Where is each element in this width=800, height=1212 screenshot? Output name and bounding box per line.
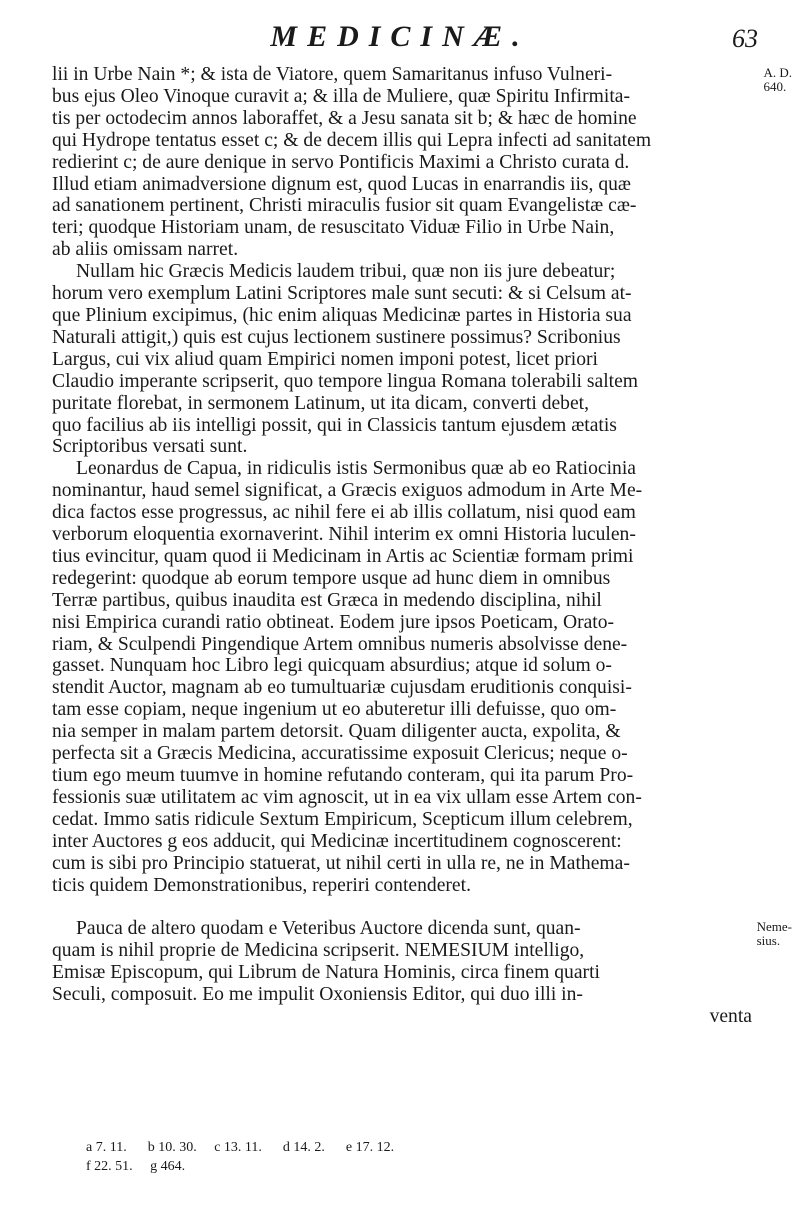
- text-line: riam, & Sculpendi Pingendique Artem omnibus numeris absolvisse dene-: [52, 633, 628, 655]
- text-line: ticis quidem Demonstrationibus, reperiri contenderet.: [52, 874, 471, 896]
- footnotes: [86, 1138, 394, 1176]
- margin-note-nemesius: Neme- sius.: [756, 919, 792, 948]
- text-line: lii in Urbe Nain *; & ista de Viatore, quem Samaritanus infuso Vulneri-: [52, 64, 613, 85]
- text-line: Naturali attigit,) quis est cujus lectionem sustinere possimus? Scribonius: [52, 326, 621, 348]
- text-line: tius evincitur, quam quod ii Medicinam in Artis ac Scientiæ formam primi: [52, 545, 634, 567]
- text-line: Scriptoribus versati sunt.: [52, 436, 248, 458]
- text-line: cedat. Immo satis ridicule Sextum Empiricum, Scepticum illum celebrem,: [52, 808, 633, 830]
- text-line: ad sanationem pertinent, Christi miraculis fusior sit quam Evangelistæ cæ-: [52, 195, 637, 217]
- text-line: tium ego meum tuumve in homine refutando conteram, qui ita parum Pro-: [52, 765, 634, 786]
- text-line: tam esse copiam, neque ingenium ut eo abuteretur illi defuisse, quo om-: [52, 699, 617, 721]
- text-line: Leonardus de Capua, in ridiculis istis Sermonibus quæ ab eo Ratiocinia: [76, 458, 636, 480]
- paragraph: [52, 64, 752, 261]
- text-line: qui Hydrope tentatus esset c; & de decem illis qui Lepra infecti ad sanitatem: [52, 129, 652, 151]
- margin-note-date: A. D. 640.: [763, 65, 792, 94]
- text-line: ab aliis omissam narret.: [52, 239, 239, 261]
- text-line: gasset. Nunquam hoc Libro legi quicquam absurdius; atque id solum o-: [52, 655, 612, 677]
- text-line: teri; quodque Historiam unam, de resuscitato Viduæ Filio in Urbe Nain,: [52, 217, 615, 239]
- page-number: 63: [732, 24, 758, 53]
- text-line: horum vero exemplum Latini Scriptores male sunt secuti: & si Celsum at-: [52, 283, 632, 305]
- text-line: verborum eloquentia exornaverint. Nihil interim ex omni Historia luculen-: [52, 524, 636, 546]
- text-line: redierint c; de aure denique in servo Pontificis Maximi a Christo curata d.: [52, 151, 630, 173]
- text-line: Claudio imperante scripserit, quo tempore lingua Romana tolerabili saltem: [52, 370, 639, 392]
- text-line: bus ejus Oleo Vinoque curavit a; & illa de Muliere, quæ Spiritu Infirmita-: [52, 85, 630, 107]
- paragraph: [52, 918, 752, 1028]
- catchword: venta: [709, 1006, 752, 1028]
- text-line: fessionis suæ utilitatem ac vim agnoscit, ut in ea vix ullam esse Artem con-: [52, 786, 642, 808]
- text-line: tis per octodecim annos laboraffet, & a Jesu sanata sit b; & hæc de homine: [52, 107, 637, 129]
- text-line: puritate florebat, in sermonem Latinum, ut ita dicam, converti debet,: [52, 392, 590, 414]
- paragraph-gap: [52, 896, 752, 918]
- footnote-row: a 7. 11. b 10. 30. c 13. 11. d 14. 2. e 17. 12.: [86, 1140, 395, 1155]
- text-line: Terræ partibus, quibus inaudita est Græca in medendo disciplina, nihil: [52, 589, 602, 611]
- text-line: quam is nihil proprie de Medicina scripserit. NEMESIUM intelligo,: [52, 940, 585, 962]
- text-line: Emisæ Episcopum, qui Librum de Natura Hominis, circa finem quarti: [52, 962, 600, 984]
- text-line: Largus, cui vix aliud quam Empirici nomen imponi potest, licet priori: [52, 348, 598, 370]
- paragraph: [52, 261, 752, 458]
- text-line: Pauca de altero quodam e Veteribus Auctore dicenda sunt, quan-: [76, 918, 581, 940]
- running-title: MEDICINÆ.: [270, 20, 530, 53]
- footnote-row: f 22. 51. g 464.: [86, 1159, 186, 1174]
- text-line: dica factos esse progressus, ac nihil fere ei ab illis collatum, nisi quod eam: [52, 502, 636, 524]
- text-line: que Plinium excipimus, (hic enim aliquas Medicinæ partes in Historia sua: [52, 304, 632, 326]
- text-line: nominantur, haud semel significat, a Græcis exiguos admodum in Arte Me-: [52, 480, 643, 502]
- text-line: inter Auctores g eos adducit, qui Medicinæ incertitudinem cognoscerent:: [52, 830, 622, 852]
- text-line: cum is sibi pro Principio statuerat, ut nihil certi in ulla re, ne in Mathema-: [52, 852, 630, 874]
- text-line: stendit Auctor, magnam ab eo tumultuariæ cujusdam eruditionis conquisi-: [52, 677, 632, 699]
- text-line: redegerint: quodque ab eorum tempore usque ad hunc diem in omnibus: [52, 567, 611, 589]
- text-line: nia semper in malam partem detorsit. Quam diligenter aucta, expolita, &: [52, 721, 621, 743]
- text-line: nisi Empirica curandi ratio obtineat. Eodem jure ipsos Poeticam, Orato-: [52, 611, 615, 633]
- paragraph: [52, 458, 752, 896]
- text-line: perfecta sit a Græcis Medicina, accuratissime exposuit Clericus; neque o-: [52, 743, 628, 765]
- text-line: Seculi, composuit. Eo me impulit Oxoniensis Editor, qui duo illi in-: [52, 984, 583, 1006]
- text-line: Nullam hic Græcis Medicis laudem tribui, quæ non iis jure debeatur;: [76, 261, 616, 283]
- text-line: quo facilius ab iis intelligi possit, qui in Classicis tantum ejusdem ætatis: [52, 414, 617, 436]
- text-line: Illud etiam animadversione dignum est, quod Lucas in enarrandis iis, quæ: [52, 173, 631, 195]
- main-text: [52, 64, 752, 1028]
